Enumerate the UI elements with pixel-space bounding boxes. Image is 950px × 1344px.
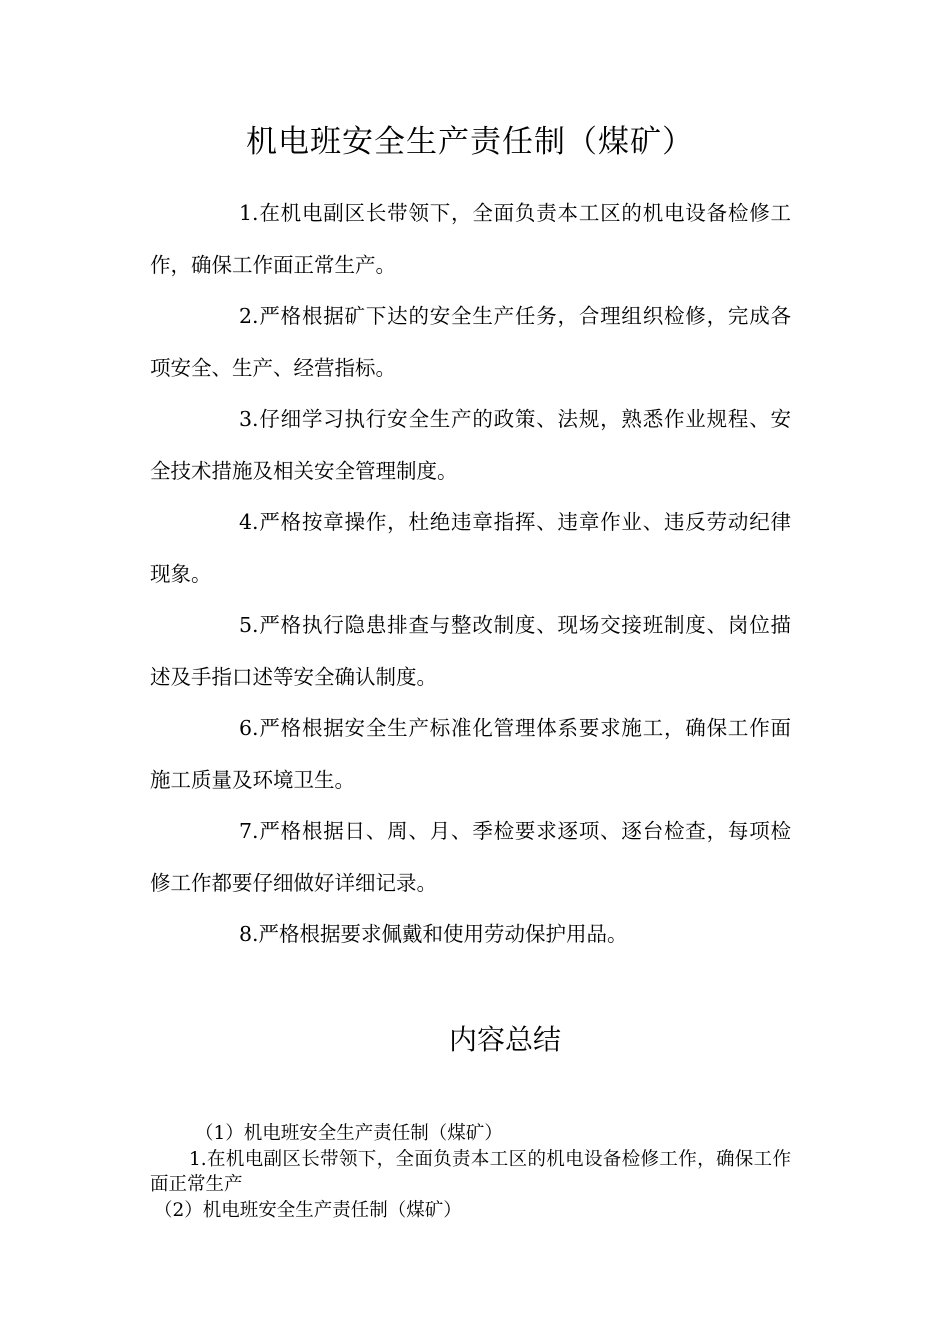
clause-item: 1.在机电副区长带领下，全面负责本工区的机电设备检修工作，确保工作面正常生产。 <box>150 201 791 277</box>
summary-item: （2）机电班安全生产责任制（煤矿） <box>154 1200 462 1221</box>
clause-list <box>150 188 791 961</box>
summary-section <box>150 1121 791 1223</box>
clause-item: 8.严格根据要求佩戴和使用劳动保护用品。 <box>239 922 628 946</box>
clause-item: 7.严格根据日、周、月、季检要求逐项、逐台检查，每项检修工作都要仔细做好详细记录。 <box>150 819 791 895</box>
summary-item: 1.在机电副区长带领下，全面负责本工区的机电设备检修工作，确保工作面正常生产 <box>150 1149 791 1195</box>
clause-item: 5.严格执行隐患排查与整改制度、现场交接班制度、岗位描述及手指口述等安全确认制度。 <box>150 613 791 689</box>
summary-heading: 内容总结 <box>448 1023 561 1056</box>
clause-item: 6.严格根据安全生产标准化管理体系要求施工，确保工作面施工质量及环境卫生。 <box>150 716 791 792</box>
clause-item: 3.仔细学习执行安全生产的政策、法规，熟悉作业规程、安全技术措施及相关安全管理制度。 <box>150 407 791 483</box>
clause-item: 2.严格根据矿下达的安全生产任务，合理组织检修，完成各项安全、生产、经营指标。 <box>150 304 791 380</box>
summary-item: （1）机电班安全生产责任制（煤矿） <box>195 1123 503 1144</box>
clause-item: 4.严格按章操作，杜绝违章指挥、违章作业、违反劳动纪律现象。 <box>150 510 791 586</box>
document-title: 机电班安全生产责任制（煤矿） <box>246 124 694 160</box>
